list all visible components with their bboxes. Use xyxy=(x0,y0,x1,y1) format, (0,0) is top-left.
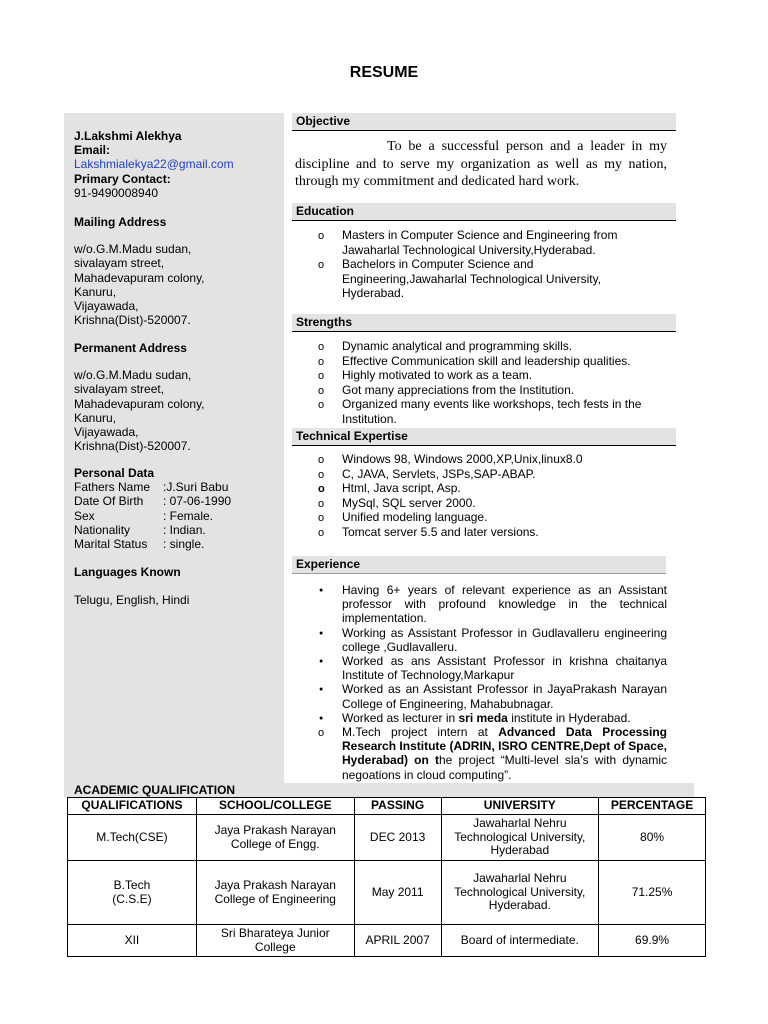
technical-item: Windows 98, Windows 2000,XP,Unix,linux8.0 xyxy=(342,452,583,466)
personal-row xyxy=(74,509,231,523)
table-row xyxy=(68,925,706,957)
objective-heading: Objective xyxy=(292,113,676,131)
languages-block xyxy=(74,565,189,607)
personal-row xyxy=(74,480,231,494)
technical-item: C, JAVA, Servlets, JSPs,SAP-ABAP. xyxy=(342,466,536,481)
academic-table xyxy=(67,797,706,957)
technical-list xyxy=(318,452,668,540)
languages-heading: Languages Known xyxy=(74,565,181,579)
education-list xyxy=(318,228,648,301)
experience-list xyxy=(318,583,667,782)
permanent-line: Mahadevapuram colony, xyxy=(74,396,205,411)
list-item xyxy=(318,725,667,782)
personal-key: Nationality xyxy=(74,522,131,537)
table-cell xyxy=(196,925,354,957)
list-item xyxy=(318,481,668,496)
list-item xyxy=(318,496,668,511)
table-header-row xyxy=(68,798,706,815)
contact-number: 91-9490008940 xyxy=(74,185,159,200)
mailing-line: sivalayam street, xyxy=(74,256,165,271)
page-title: RESUME xyxy=(349,64,419,81)
list-item xyxy=(318,339,668,354)
email-link[interactable]: Lakshmialekya22@gmail.com xyxy=(74,157,234,172)
personal-value: :J.Suri Babu xyxy=(163,480,229,495)
candidate-name: J.Lakshmi Alekhya xyxy=(74,129,182,143)
list-item xyxy=(318,354,668,369)
experience-bold: sri meda xyxy=(458,710,508,725)
mailing-heading: Mailing Address xyxy=(74,215,167,229)
technical-heading: Technical Expertise xyxy=(292,428,676,446)
cell-text: B.Tech (C.S.E) xyxy=(112,878,152,906)
list-item xyxy=(318,626,667,654)
table-cell: Jaya Prakash Narayan College of Engineering xyxy=(196,861,354,925)
personal-data xyxy=(74,466,231,551)
personal-value: : 07-06-1990 xyxy=(163,494,232,509)
list-item xyxy=(318,397,668,426)
personal-key: Marital Status xyxy=(74,537,148,552)
column-header: SCHOOL/COLLEGE xyxy=(196,798,354,815)
permanent-line: Krishna(Dist)-520007. xyxy=(74,439,191,454)
objective-text: To be a successful person and a leader in my discipline and to serve my organization as well as my nation, through my commitment and dedicated hard work. xyxy=(295,139,667,190)
experience-item: Worked as ans Assistant Professor in krishna chaitanya Institute of Technology,Markapur xyxy=(342,654,667,683)
contact-block xyxy=(74,129,234,200)
column-header: UNIVERSITY xyxy=(441,798,599,815)
strength-item: Effective Communication skill and leadership qualities. xyxy=(342,353,631,368)
experience-text: M.Tech project intern at xyxy=(342,725,499,740)
technical-item: Unified modeling language. xyxy=(342,510,488,525)
permanent-line: Vijayawada, xyxy=(74,425,139,440)
personal-row xyxy=(74,537,231,551)
list-item xyxy=(318,583,667,626)
table-cell: Jawaharlal Nehru Technological University, Hyderabad xyxy=(441,815,599,861)
table-cell: May 2011 xyxy=(354,861,441,925)
experience-item: Working as Assistant Professor in Gudlavalleru engineering college ,Gudlavalleru. xyxy=(342,625,667,654)
permanent-address xyxy=(74,341,205,453)
personal-key: Fathers Name xyxy=(74,480,151,495)
list-item xyxy=(318,383,668,398)
strength-item: Organized many events like workshops, tech fests in the Institution. xyxy=(342,397,642,426)
table-cell: Board of intermediate. xyxy=(441,925,599,957)
table-cell: M.Tech(CSE) xyxy=(68,815,197,861)
experience-text: he project “Multi-level sla’s with dynamic negoations in cloud computing”. xyxy=(342,753,667,782)
strengths-list xyxy=(318,339,668,427)
technical-item: MySql, SQL server 2000. xyxy=(342,495,476,510)
list-item xyxy=(318,682,667,710)
contact-label: Primary Contact: xyxy=(74,171,171,186)
table-cell: 69.9% xyxy=(599,925,706,957)
experience-text: Worked as lecturer in xyxy=(342,710,459,725)
list-item xyxy=(318,467,668,482)
email-label: Email: xyxy=(74,143,111,158)
permanent-line: sivalayam street, xyxy=(74,382,165,397)
personal-key: Sex xyxy=(74,508,95,523)
mailing-address xyxy=(74,215,205,327)
list-item xyxy=(318,525,668,540)
experience-item: Worked as an Assistant Professor in JayaPrakash Narayan College of Engineering, Mahabubnagar. xyxy=(342,682,667,711)
table-row xyxy=(68,815,706,861)
personal-heading: Personal Data xyxy=(74,466,155,480)
strength-item: Got many appreciations from the Institution. xyxy=(342,382,575,397)
table-cell: 80% xyxy=(599,815,706,861)
experience-heading: Experience xyxy=(292,556,666,574)
technical-item: Tomcat server 5.5 and later versions. xyxy=(342,524,539,539)
personal-value: : Female. xyxy=(163,508,214,523)
list-item xyxy=(318,654,667,682)
mailing-line: Mahadevapuram colony, xyxy=(74,270,205,285)
personal-value: : Indian. xyxy=(163,522,206,537)
technical-item: Html, Java script, Asp. xyxy=(342,481,461,496)
education-item: Masters in Computer Science and Engineering from Jawaharlal Technological University,Hyderabad. xyxy=(342,228,618,257)
experience-text: institute in Hyderabad. xyxy=(507,710,631,725)
list-item xyxy=(318,452,668,467)
table-cell: 71.25% xyxy=(599,861,706,925)
list-item xyxy=(318,257,648,301)
cell-text: Sri Bharateya Junior College xyxy=(220,926,330,954)
table-cell: Jawaharlal Nehru Technological University, Hyderabad. xyxy=(441,861,599,925)
permanent-heading: Permanent Address xyxy=(74,341,187,355)
personal-row xyxy=(74,523,231,537)
list-item xyxy=(318,711,667,725)
mailing-line: Krishna(Dist)-520007. xyxy=(74,313,191,328)
experience-item: Having 6+ years of relevant experience as an Assistant professor with profound knowledge in the technical implementation. xyxy=(342,583,667,626)
table-cell: XII xyxy=(68,925,197,957)
column-header: QUALIFICATIONS xyxy=(68,798,197,815)
column-header: PERCENTAGE xyxy=(599,798,706,815)
table-cell: Jaya Prakash Narayan College of Engg. xyxy=(196,815,354,861)
list-item xyxy=(318,368,668,383)
experience-bold: Advanced Data Processing Research Institute (ADRIN, ISRO CENTRE,Dept of Space, Hyderabad) on t xyxy=(342,725,667,768)
strengths-heading: Strengths xyxy=(292,314,676,332)
personal-key: Date Of Birth xyxy=(74,494,144,509)
mailing-line: w/o.G.M.Madu sudan, xyxy=(74,242,192,257)
column-header: PASSING xyxy=(354,798,441,815)
table-cell: DEC 2013 xyxy=(354,815,441,861)
table-row xyxy=(68,861,706,925)
education-item: Bachelors in Computer Science and Engineering,Jawaharlal Technological University, Hyderabad. xyxy=(342,257,602,301)
strength-item: Dynamic analytical and programming skills. xyxy=(342,339,573,353)
strength-item: Highly motivated to work as a team. xyxy=(342,368,533,383)
personal-row xyxy=(74,494,231,508)
education-heading: Education xyxy=(292,203,676,221)
personal-value: : single. xyxy=(163,537,205,552)
table-cell xyxy=(68,861,197,925)
list-item xyxy=(318,510,668,525)
academic-heading: ACADEMIC QUALIFICATION xyxy=(64,783,694,797)
permanent-line: Kanuru, xyxy=(74,410,117,425)
mailing-line: Kanuru, xyxy=(74,284,117,299)
languages-value: Telugu, English, Hindi xyxy=(74,593,190,608)
table-cell: APRIL 2007 xyxy=(354,925,441,957)
list-item xyxy=(318,228,648,257)
mailing-line: Vijayawada, xyxy=(74,299,139,314)
permanent-line: w/o.G.M.Madu sudan, xyxy=(74,368,192,383)
